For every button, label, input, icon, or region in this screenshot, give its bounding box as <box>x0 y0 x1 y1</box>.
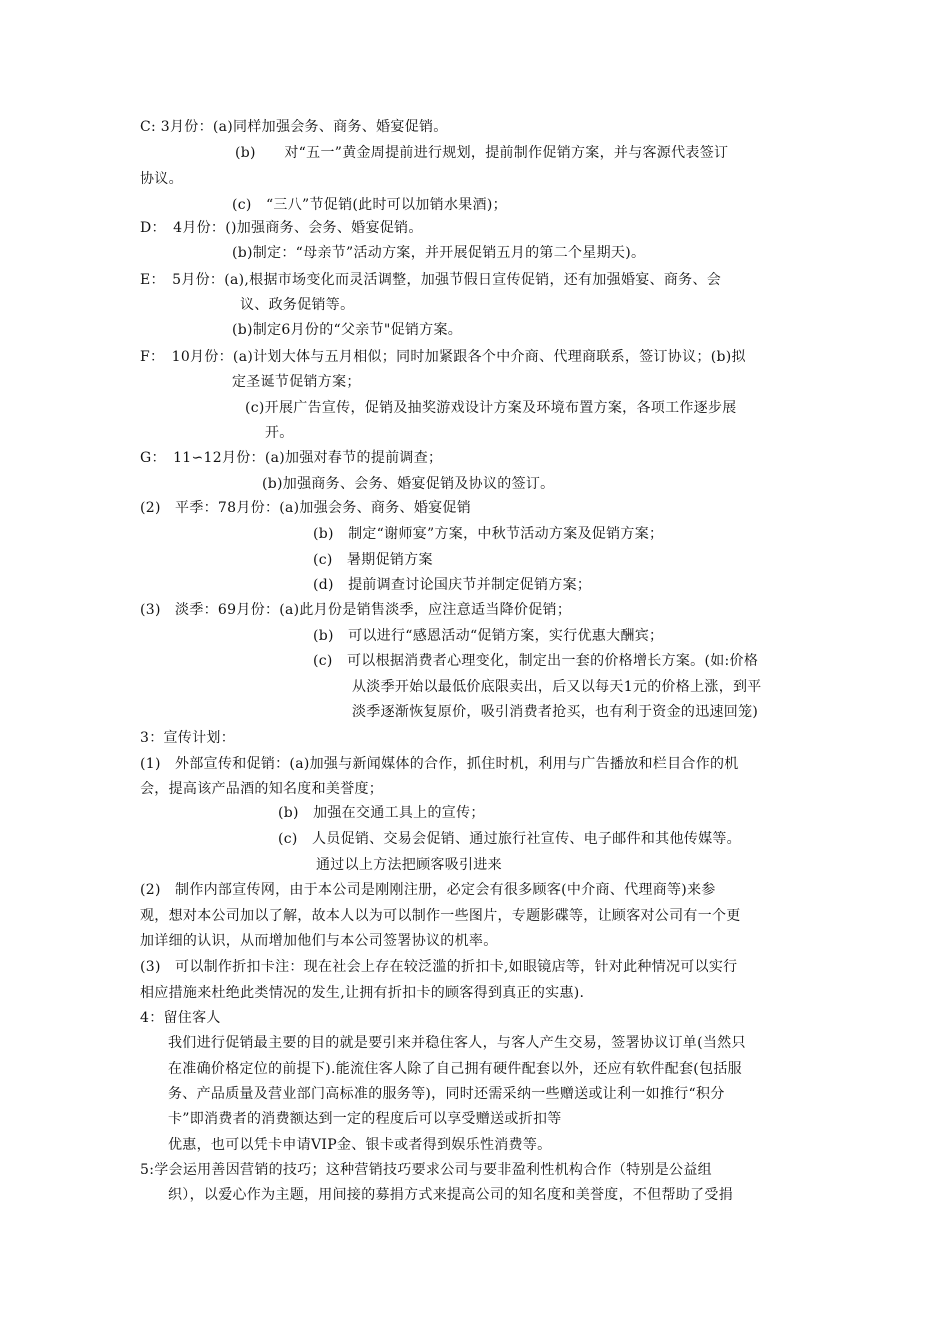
text-line: (c) 人员促销、交易会促销、通过旅行社宣传、电子邮件和其他传媒等。 <box>278 831 741 847</box>
text-line: (1) 外部宣传和促销：(a)加强与新闻媒体的合作，抓住时机，利用与广告播放和栏目合作的机 <box>140 756 739 772</box>
text-line: D： 4月份：()加强商务、会务、婚宴促销。 <box>140 220 423 236</box>
text-line: 卡”即消费者的消费额达到一定的程度后可以享受赠送或折扣等 <box>168 1111 562 1127</box>
text-line: 3：宣传计划： <box>140 730 236 746</box>
text-line: 务、产品质量及营业部门高标准的服务等)，同时还需采纳一些赠送或让利一如推行“积分 <box>168 1086 725 1102</box>
text-line: 我们进行促销最主要的目的就是要引来并稳住客人，与客人产生交易，签署协议订单(当然只 <box>168 1035 746 1051</box>
text-line: 议、政务促销等。 <box>240 297 355 313</box>
text-line: G： 11∽12月份：(a)加强对春节的提前调查； <box>140 450 443 466</box>
text-line: F： 10月份：(a)计划大体与五月相似；同时加紧跟各个中介商、代理商联系，签订协议；(b)拟 <box>140 349 746 365</box>
text-line: 相应措施来杜绝此类情况的发生,让拥有折扣卡的顾客得到真正的实惠). <box>140 985 585 1001</box>
text-line: 观，想对本公司加以了解，故本人以为可以制作一些图片，专题影碟等，让顾客对公司有一个更 <box>140 908 741 924</box>
text-line: 加详细的认识，从而增加他们与本公司签署协议的机率。 <box>140 933 498 949</box>
text-line: E： 5月份：(a),根据市场变化而灵活调整，加强节假日宣传促销，还有加强婚宴、商务、会 <box>140 272 722 288</box>
text-line: (c) 可以根据消费者心理变化，制定出一套的价格增长方案。(如:价格 <box>313 653 759 669</box>
text-line: (3) 可以制作折扣卡注：现在社会上存在较泛滥的折扣卡,如眼镜店等，针对此种情况可以实行 <box>140 959 738 975</box>
text-line: 从淡季开始以最低价底限卖出，后又以每天1元的价格上涨，到平 <box>352 679 762 695</box>
text-line: (2) 平季：78月份：(a)加强会务、商务、婚宴促销 <box>140 500 472 516</box>
text-line: (b)加强商务、会务、婚宴促销及协议的签订。 <box>262 476 555 492</box>
text-line: 定圣诞节促销方案； <box>232 374 361 390</box>
text-line: (d) 提前调查讨论国庆节并制定促销方案； <box>313 577 592 593</box>
text-line: 5:学会运用善因营销的技巧；这种营销技巧要求公司与要非盈利性机构合作（特别是公益组 <box>140 1162 712 1178</box>
text-line: 协议。 <box>140 171 183 187</box>
text-line: (2) 制作内部宣传网，由于本公司是刚刚注册，必定会有很多顾客(中介商、代理商等)来参 <box>140 882 716 898</box>
text-line: (c)开展广告宣传，促销及抽奖游戏设计方案及环境布置方案，各项工作逐步展 <box>245 400 737 416</box>
text-line: (b)制定6月份的“父亲节"促销方案。 <box>232 322 463 338</box>
text-line: (3) 淡季：69月份：(a)此月份是销售淡季，应注意适当降价促销； <box>140 602 572 618</box>
text-line: 会，提高该产品酒的知名度和美誉度； <box>140 781 384 797</box>
text-line: (c) 暑期促销方案 <box>313 552 433 568</box>
text-line: 通过以上方法把顾客吸引进来 <box>316 857 502 873</box>
text-line: 淡季逐渐恢复原价，吸引消费者抢买，也有利于资金的迅速回笼) <box>352 704 759 720</box>
text-line: 开。 <box>265 425 294 441</box>
text-line: (b) 可以进行“感恩活动“促销方案，实行优惠大酬宾； <box>313 628 664 644</box>
text-line: 织），以爱心作为主题，用间接的募捐方式来提高公司的知名度和美誉度，不但帮助了受捐 <box>168 1187 733 1203</box>
text-line: (c) “三八”节促销(此时可以加销水果酒)； <box>232 197 507 213</box>
text-line: 优惠，也可以凭卡申请VIP金、银卡或者得到娱乐性消费等。 <box>168 1137 552 1153</box>
text-line: 在准确价格定位的前提下).能流住客人除了自己拥有硬件配套以外，还应有软件配套(包括服 <box>168 1061 742 1077</box>
text-line: 4：留住客人 <box>140 1010 221 1026</box>
text-line: C: 3月份：(a)同样加强会务、商务、婚宴促销。 <box>140 119 448 135</box>
text-line: (b) 制定“谢师宴”方案，中秋节活动方案及促销方案； <box>313 526 664 542</box>
text-line: (b)制定：“母亲节”活动方案，并开展促销五月的第二个星期天)。 <box>232 245 646 261</box>
text-line: (b) 加强在交通工具上的宣传； <box>278 805 485 821</box>
text-line: (b) 对“五一”黄金周提前进行规划，提前制作促销方案，并与客源代表签订 <box>235 145 729 161</box>
